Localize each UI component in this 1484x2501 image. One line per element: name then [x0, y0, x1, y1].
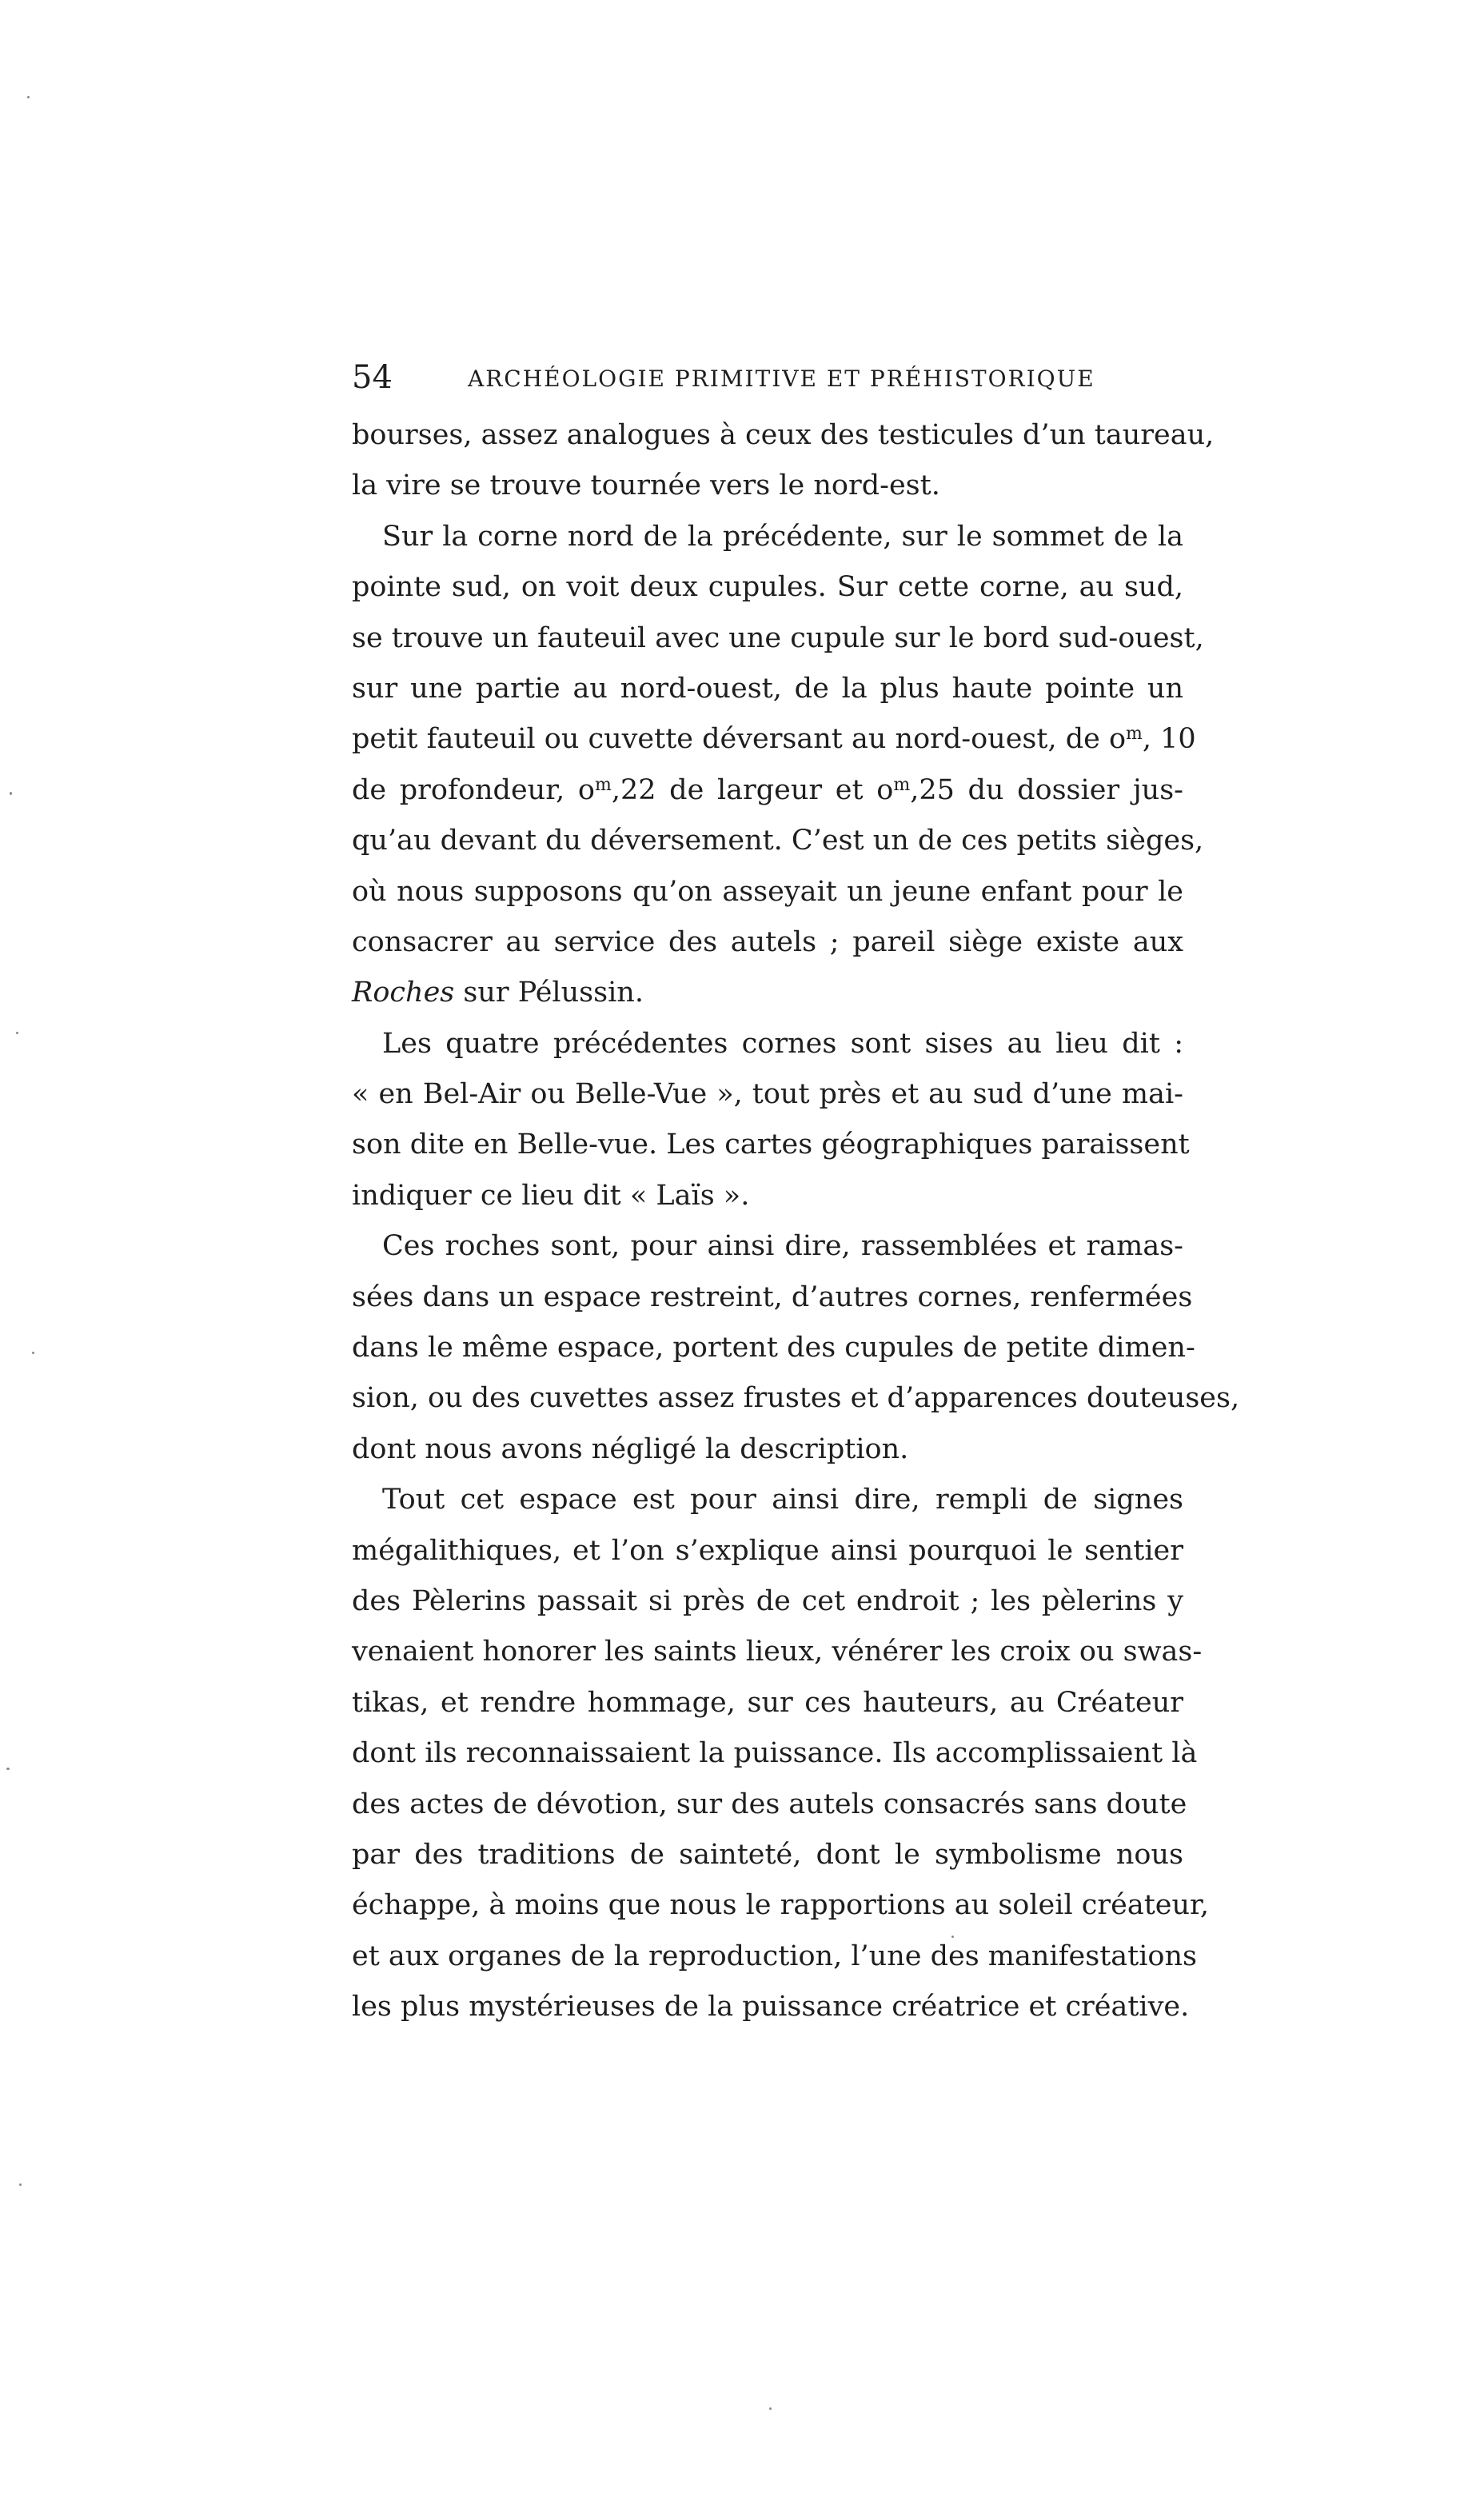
scan-speck	[10, 792, 12, 795]
running-title: ARCHÉOLOGIE PRIMITIVE ET PRÉHISTORIQUE	[468, 366, 1095, 392]
scan-speck	[6, 1768, 10, 1770]
text-segment: sées dans un espace restreint, d’autres cornes, renfermées	[352, 1280, 1193, 1313]
text-segment: Sur la corne nord de la précédente, sur le sommet de la	[382, 520, 1183, 553]
body-text	[352, 410, 1240, 2033]
scan-speck	[27, 96, 30, 98]
text-line	[352, 1830, 1183, 1880]
text-segment: consacrer au service des autels ; pareil siège existe aux	[352, 925, 1183, 958]
text-segment: sur une partie au nord-ouest, de la plus haute pointe un	[352, 672, 1183, 705]
text-segment: son dite en Belle-vue. Les cartes géographiques paraissent	[352, 1129, 1190, 1161]
text-segment: de profondeur, o	[352, 773, 595, 806]
scan-speck	[769, 2407, 772, 2410]
text-line	[352, 1932, 1197, 1982]
text-segment: bourses, assez analogues à ceux des testicules d’un taureau,	[352, 419, 1215, 451]
text-segment: sion, ou des cuvettes assez frustes et d’apparences douteuses,	[352, 1382, 1240, 1415]
text-line	[352, 765, 1183, 816]
text-segment: venaient honorer les saints lieux, vénérer les croix ou swas-	[352, 1636, 1203, 1668]
superscript-unit: m	[1126, 724, 1143, 745]
text-line	[352, 1576, 1183, 1627]
running-head	[352, 358, 1183, 398]
text-segment: mégalithiques, et l’on s’explique ainsi pourquoi le sentier	[352, 1534, 1183, 1567]
text-segment: des actes de dévotion, sur des autels consacrés sans doute	[352, 1788, 1187, 1820]
text-segment: Les quatre précédentes cornes sont sises au lieu dit :	[382, 1027, 1183, 1060]
text-line	[352, 1627, 1203, 1677]
scan-speck	[32, 1352, 34, 1354]
text-line	[352, 1120, 1190, 1170]
text-line	[352, 867, 1183, 917]
text-line	[352, 714, 1196, 765]
text-line	[352, 917, 1183, 968]
text-segment: dont ils reconnaissaient la puissance. Ils accomplissaient là	[352, 1737, 1198, 1770]
text-line	[352, 664, 1183, 714]
text-segment: dans le même espace, portent des cupules de petite dimen-	[352, 1332, 1195, 1364]
text-segment: et aux organes de la reproduction, l’une des manifestations	[352, 1940, 1197, 1972]
scan-speck	[951, 1936, 954, 1938]
text-line	[352, 1019, 1183, 1069]
page-number: 54	[352, 359, 393, 396]
text-segment: qu’au devant du déversement. C’est un de ces petits sièges,	[352, 825, 1204, 857]
text-line	[352, 461, 1183, 511]
text-segment: ,25 du dossier jus-	[910, 773, 1184, 806]
text-segment: échappe, à moins que nous le rapportions au soleil créateur,	[352, 1889, 1210, 1922]
text-segment: ,22 de largeur et o	[611, 773, 894, 806]
text-line	[352, 1526, 1183, 1576]
text-line	[352, 1171, 1183, 1221]
italic-text: Roches	[352, 977, 455, 1009]
text-line	[352, 1069, 1183, 1120]
text-line	[352, 1221, 1183, 1272]
text-line	[352, 1780, 1187, 1830]
text-line	[352, 1323, 1195, 1373]
text-segment: pointe sud, on voit deux cupules. Sur cette corne, au sud,	[352, 571, 1183, 604]
text-line	[352, 1880, 1210, 1931]
text-segment: « en Bel-Air ou Belle-Vue », tout près et au sud d’une mai-	[352, 1078, 1183, 1111]
text-segment: petit fauteuil ou cuvette déversant au nord-ouest, de o	[352, 723, 1127, 756]
text-line	[352, 410, 1215, 461]
text-line	[352, 816, 1204, 866]
text-line	[352, 1475, 1183, 1525]
text-segment: par des traditions de sainteté, dont le symbolisme nous	[352, 1838, 1183, 1871]
text-segment: Tout cet espace est pour ainsi dire, rempli de signes	[382, 1484, 1183, 1516]
text-line	[352, 1728, 1198, 1779]
superscript-unit: m	[594, 774, 612, 795]
scan-speck	[19, 2183, 22, 2186]
text-line	[352, 562, 1183, 613]
text-segment: sur Pélussin.	[454, 977, 644, 1009]
text-segment: la vire se trouve tournée vers le nord-est.	[352, 469, 940, 502]
text-line	[352, 613, 1204, 664]
text-segment: Ces roches sont, pour ainsi dire, rassemblées et ramas-	[382, 1230, 1183, 1263]
text-line	[352, 968, 1183, 1018]
text-segment: , 10	[1142, 723, 1196, 756]
text-segment: les plus mystérieuses de la puissance créatrice et créative.	[352, 1991, 1190, 2024]
text-line	[352, 1272, 1193, 1323]
text-segment: tikas, et rendre hommage, sur ces hauteurs, au Créateur	[352, 1686, 1183, 1719]
superscript-unit: m	[893, 774, 911, 795]
text-segment: des Pèlerins passait si près de cet endroit ; les pèlerins y	[352, 1584, 1183, 1617]
text-segment: où nous supposons qu’on asseyait un jeune enfant pour le	[352, 875, 1183, 908]
text-line	[352, 512, 1183, 562]
text-line	[352, 1982, 1190, 2032]
text-line	[352, 1424, 1183, 1475]
text-line	[352, 1678, 1183, 1728]
text-segment: dont nous avons négligé la description.	[352, 1432, 909, 1465]
text-segment: se trouve un fauteuil avec une cupule sur le bord sud-ouest,	[352, 621, 1204, 654]
text-line	[352, 1373, 1240, 1424]
scan-speck	[16, 1032, 18, 1034]
text-segment: indiquer ce lieu dit « Laïs ».	[352, 1179, 750, 1212]
